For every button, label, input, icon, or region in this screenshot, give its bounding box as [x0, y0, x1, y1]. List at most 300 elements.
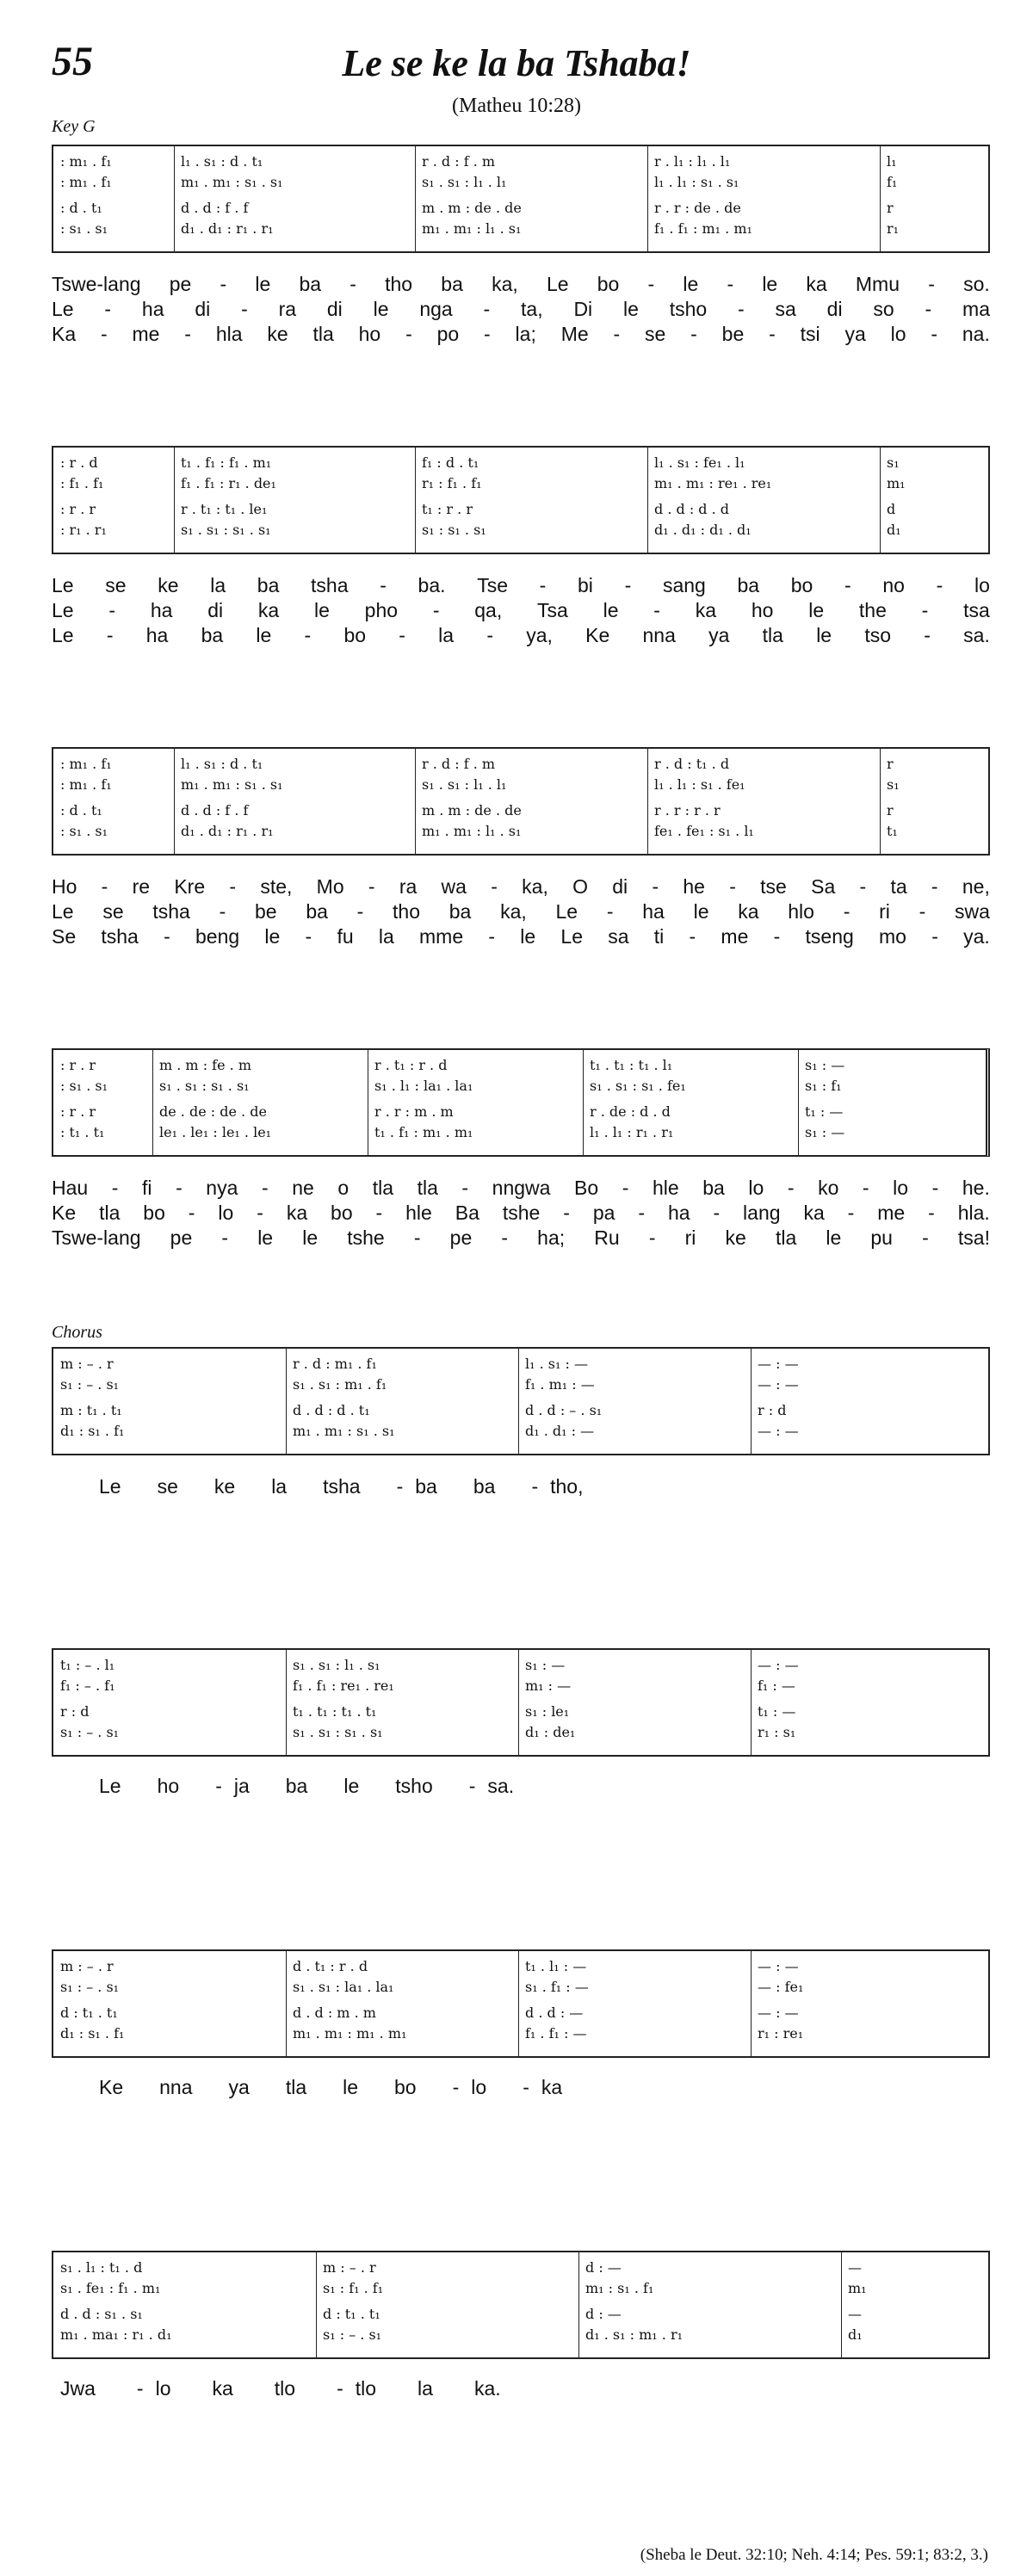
syllable: le	[603, 599, 619, 621]
measure	[880, 749, 992, 854]
syllable: -	[689, 925, 696, 948]
lyric-line	[52, 2376, 990, 2401]
syllable: ka	[806, 273, 827, 295]
voice-line: : s₁ . s₁	[60, 220, 108, 237]
voice-line: m₁ . m₁ : s₁ . s₁	[293, 1423, 395, 1439]
voice-line: s₁ : s₁ . s₁	[422, 522, 486, 538]
syllable: -	[136, 2377, 144, 2400]
syllable: di	[612, 875, 628, 898]
syllable: tsha	[323, 1475, 361, 1498]
syllable: -	[396, 1475, 404, 1498]
syllable: la;	[515, 323, 536, 345]
syllable: pe	[449, 1226, 473, 1249]
voice-line: s₁ : f₁ . f₁	[323, 2280, 384, 2296]
syllable: nngwa	[492, 1177, 551, 1199]
voice-line: m₁ . m₁ : re₁ . re₁	[654, 475, 772, 491]
voice-line: r₁ : re₁	[758, 2025, 804, 2042]
syllable: tshe	[347, 1226, 385, 1249]
syllable: le	[816, 624, 832, 646]
measure	[53, 749, 174, 854]
voice-line: — : —	[758, 2005, 799, 2021]
voice-line: d₁ . d₁ : —	[525, 1423, 595, 1439]
syllable: le	[623, 298, 639, 320]
voice-line: t₁ . f₁ : m₁ . m₁	[374, 1124, 473, 1140]
syllable: -	[928, 1202, 935, 1224]
key-signature: Key G	[52, 117, 96, 136]
syllable: ho	[157, 1775, 180, 1797]
syllable: ya	[708, 624, 730, 646]
voice-line: f₁ : d . t₁	[422, 454, 479, 471]
measure	[583, 1050, 798, 1155]
syllable: bo	[597, 273, 620, 295]
syllable: -	[432, 599, 440, 621]
syllable: -	[652, 875, 659, 898]
voice-line: r . d : f . m	[422, 153, 496, 170]
syllable: hle	[405, 1202, 432, 1224]
footnote: (Sheba le Deut. 32:10; Neh. 4:14; Pes. 59:1; 83:2, 3.)	[640, 2546, 988, 2564]
syllable: -	[622, 1177, 629, 1199]
syllable: bo	[343, 624, 367, 646]
syllable: sa.	[963, 624, 990, 646]
voice-line: s₁ : – . s₁	[323, 2326, 382, 2343]
voice-line: r . t₁ : r . d	[374, 1057, 448, 1073]
voice-line: d . t₁ : r . d	[293, 1958, 368, 1974]
syllable: lo	[155, 2377, 171, 2400]
syllable: pe	[169, 273, 192, 295]
syllable: ste,	[260, 875, 293, 898]
voice-line: m . m : de . de	[422, 200, 522, 216]
syllable: tla	[312, 323, 334, 345]
syllable: Mo	[316, 875, 344, 898]
syllable: -	[936, 574, 943, 596]
voice-line: d . d : —	[525, 2005, 584, 2021]
voice-line: f₁ . f₁ : —	[525, 2025, 587, 2042]
voice-line: — : —	[758, 1958, 799, 1974]
measure	[53, 1650, 286, 1755]
syllable: di	[326, 298, 343, 320]
syllable: ka	[695, 599, 717, 621]
voice-line: s₁ : —	[525, 1657, 566, 1673]
lyric-line	[52, 924, 990, 949]
measure	[286, 1349, 518, 1454]
syllable: hle	[652, 1177, 679, 1199]
voice-line: d₁ : de₁	[525, 1724, 576, 1740]
syllable: ne,	[962, 875, 990, 898]
voice-line: d₁ . d₁ : d₁ . d₁	[654, 522, 752, 538]
syllable: ba	[473, 1475, 496, 1498]
voice-line: t₁ . t₁ : t₁ . l₁	[590, 1057, 673, 1073]
syllable: -	[919, 900, 926, 923]
voice-line: s₁ : le₁	[525, 1703, 570, 1720]
music-system	[52, 1949, 990, 2058]
voice-line: : r . r	[60, 1057, 96, 1073]
syllable: sang	[662, 574, 706, 596]
voice-line: m₁ . m₁ : m₁ . m₁	[293, 2025, 407, 2042]
voice-line: f₁ . f₁ : m₁ . m₁	[654, 220, 752, 237]
voice-line: l₁ . l₁ : s₁ . fe₁	[654, 776, 745, 793]
measure	[368, 1050, 583, 1155]
voice-line: — : —	[758, 1423, 799, 1439]
syllable: -	[220, 273, 227, 295]
voice-line: r . d : t₁ . d	[654, 756, 730, 772]
syllable: -	[108, 599, 116, 621]
voice-line: t₁ : – . l₁	[60, 1657, 115, 1673]
voice-line: f₁ . f₁ : re₁ . re₁	[293, 1677, 394, 1694]
syllable: -	[356, 900, 364, 923]
syllable: ka	[738, 900, 759, 923]
syllable: nya	[206, 1177, 238, 1199]
voice-line: m . m : de . de	[422, 802, 522, 819]
syllable: Le	[52, 298, 74, 320]
syllable: se	[157, 1475, 178, 1498]
voice-line: de . de : de . de	[159, 1103, 267, 1120]
syllable: ba	[299, 273, 322, 295]
lyrics-block	[52, 2376, 990, 2401]
voice-line: m : – . r	[323, 2259, 376, 2276]
syllable: ta,	[521, 298, 543, 320]
voice-line: s₁ . s₁ : l₁ . s₁	[293, 1657, 380, 1673]
voice-line: m₁ : s₁ . f₁	[585, 2280, 654, 2296]
syllable: -	[380, 574, 387, 596]
syllable: nna	[642, 624, 676, 646]
syllable: lo	[748, 1177, 764, 1199]
measure	[880, 146, 992, 251]
syllable: tlo	[274, 2377, 296, 2400]
syllable: bo	[331, 1202, 353, 1224]
syllable: Le	[546, 273, 569, 295]
voice-line: m₁ : —	[525, 1677, 572, 1694]
syllable: -	[100, 323, 108, 345]
lyric-line	[52, 874, 990, 899]
syllable: ke	[267, 323, 288, 345]
measure	[647, 146, 880, 251]
syllable: me	[132, 323, 160, 345]
syllable: Ru	[594, 1226, 620, 1249]
syllable: -	[738, 298, 745, 320]
measure	[53, 146, 174, 251]
measure	[415, 749, 647, 854]
voice-line: s₁ . s₁ : s₁ . s₁	[181, 522, 271, 538]
syllable: me	[721, 925, 749, 948]
syllable: ha	[642, 900, 665, 923]
syllable: -	[844, 574, 851, 596]
syllable: -	[928, 273, 935, 295]
syllable: Le	[52, 599, 74, 621]
syllable: lo	[974, 574, 990, 596]
measure	[751, 1349, 992, 1454]
syllable: re	[132, 875, 151, 898]
syllable: Tse	[477, 574, 508, 596]
syllable: Le	[560, 925, 584, 948]
syllable: -	[653, 599, 660, 621]
syllable: ke	[725, 1226, 746, 1249]
scripture-reference: (Matheu 10:28)	[452, 95, 581, 117]
syllable: se	[645, 323, 666, 345]
voice-line: s₁ : – . s₁	[60, 1376, 120, 1393]
lyric-line	[52, 1176, 990, 1201]
syllable: -	[523, 2076, 529, 2098]
syllable: -	[106, 624, 114, 646]
music-system	[52, 1648, 990, 1757]
syllable: so.	[963, 273, 990, 295]
syllable: -	[690, 323, 697, 345]
syllable: o	[337, 1177, 349, 1199]
voice-line: d₁	[887, 522, 901, 538]
syllable: lang	[743, 1202, 781, 1224]
syllable: ma	[962, 298, 990, 320]
measure	[841, 2252, 992, 2357]
syllable: tla	[285, 2076, 307, 2098]
syllable: ra	[278, 298, 297, 320]
measure	[880, 448, 992, 553]
voice-line: r . r : r . r	[654, 802, 721, 819]
voice-line: m₁ . m₁ : s₁ . s₁	[181, 174, 283, 190]
lyrics-block	[52, 272, 990, 347]
voice-line: s₁ . l₁ : la₁ . la₁	[374, 1078, 473, 1094]
syllable: Le	[52, 624, 74, 646]
voice-line: m₁ . m₁ : l₁ . s₁	[422, 823, 522, 839]
syllable: -	[924, 624, 931, 646]
voice-line: — : —	[758, 1356, 799, 1372]
voice-line: f₁ . f₁ : r₁ . de₁	[181, 475, 276, 491]
syllable: ba	[448, 900, 472, 923]
voice-line: m₁ . ma₁ : r₁ . d₁	[60, 2326, 172, 2343]
syllable: he.	[962, 1177, 990, 1199]
voice-line: f₁ : – . f₁	[60, 1677, 115, 1694]
voice-line: d . d : d . d	[654, 501, 730, 517]
syllable: -	[729, 875, 736, 898]
voice-line: r₁	[887, 220, 900, 237]
syllable: ha	[141, 298, 164, 320]
voice-line: d : t₁ . t₁	[60, 2005, 118, 2021]
measure	[751, 1650, 992, 1755]
syllable: Ho	[52, 875, 77, 898]
voice-line: : d . t₁	[60, 200, 102, 216]
voice-line: : m₁ . f₁	[60, 153, 112, 170]
voice-line: r . r : de . de	[654, 200, 741, 216]
syllable: -	[219, 900, 226, 923]
syllable: -	[488, 925, 496, 948]
syllable: ka	[212, 2377, 233, 2400]
syllable: -	[229, 875, 237, 898]
voice-line: m₁	[887, 475, 906, 491]
syllable: -	[452, 2076, 460, 2098]
syllable: ne	[292, 1177, 314, 1199]
voice-line: t₁ . l₁ : —	[525, 1958, 587, 1974]
syllable: -	[215, 1775, 222, 1797]
syllable: Le	[52, 574, 74, 596]
voice-line: —	[848, 2306, 862, 2322]
measure	[415, 448, 647, 553]
voice-line: s₁	[887, 454, 900, 471]
syllable: -	[862, 1177, 869, 1199]
syllable: hla.	[957, 1202, 990, 1224]
syllable: -	[922, 1226, 929, 1249]
syllable: Le	[555, 900, 578, 923]
syllable: -	[221, 1226, 229, 1249]
voice-line: m : t₁ . t₁	[60, 1402, 122, 1418]
syllable: -	[368, 875, 375, 898]
syllable: ka	[541, 2076, 563, 2098]
measure	[53, 448, 174, 553]
syllable: lo	[218, 1202, 234, 1224]
syllable: tsha	[152, 900, 190, 923]
syllable: le	[264, 925, 281, 948]
measure	[53, 1349, 286, 1454]
syllable: ke	[158, 574, 179, 596]
syllable: fu	[337, 925, 354, 948]
syllable: -	[501, 1226, 509, 1249]
syllable: -	[337, 2377, 343, 2400]
voice-line: m : – . r	[60, 1958, 114, 1974]
syllable: qa,	[474, 599, 503, 621]
lyric-line	[52, 2075, 990, 2100]
voice-line: s₁ . s₁ : s₁ . s₁	[159, 1078, 250, 1094]
syllable: le	[255, 273, 271, 295]
syllable: Mmu	[855, 273, 900, 295]
syllable: bo	[394, 2076, 417, 2098]
syllable: tla	[417, 1177, 438, 1199]
syllable: tla	[775, 1226, 797, 1249]
syllable: se	[105, 574, 127, 596]
voice-line: t₁ : —	[758, 1703, 796, 1720]
syllable: -	[375, 1202, 383, 1224]
syllable: -	[648, 1226, 656, 1249]
voice-line: r	[887, 756, 894, 772]
syllable: ha	[150, 599, 173, 621]
syllable: ba	[201, 624, 224, 646]
voice-line: d . d : d . t₁	[293, 1402, 370, 1418]
voice-line: s₁ : – . s₁	[60, 1724, 120, 1740]
voice-line: s₁ : —	[805, 1057, 845, 1073]
syllable: ha	[667, 1202, 690, 1224]
syllable: Ke	[585, 624, 610, 646]
voice-line: d . d : f . f	[181, 200, 249, 216]
measure	[174, 146, 415, 251]
syllable: tseng	[805, 925, 854, 948]
syllable: la	[438, 624, 455, 646]
syllable: Ka	[52, 323, 77, 345]
syllable: le	[257, 1226, 274, 1249]
syllable: -	[461, 1177, 469, 1199]
syllable: tsho	[395, 1775, 433, 1797]
syllable: ri	[879, 900, 890, 923]
syllable: Le	[99, 1775, 121, 1797]
syllable: Le	[99, 1475, 121, 1498]
music-system	[52, 1048, 990, 1157]
syllable: ba.	[418, 574, 446, 596]
syllable: nga	[419, 298, 453, 320]
lyric-line	[52, 1774, 990, 1799]
lyric-line	[52, 322, 990, 347]
voice-line: m : – . r	[60, 1356, 114, 1372]
voice-line: s₁ : – . s₁	[60, 1979, 120, 1995]
syllable: tsa!	[957, 1226, 990, 1249]
measure	[578, 2252, 841, 2357]
voice-line: r . l₁ : l₁ . l₁	[654, 153, 731, 170]
syllable: le	[373, 298, 389, 320]
lyrics-block	[52, 1774, 990, 1799]
voice-line: d₁ : s₁ . f₁	[60, 2025, 125, 2042]
measure	[174, 448, 415, 553]
voice-line: : s₁ . s₁	[60, 823, 108, 839]
measure	[286, 1951, 518, 2056]
syllable: pu	[870, 1226, 893, 1249]
syllable: Tswe-lang	[52, 273, 141, 295]
syllable: tse	[760, 875, 787, 898]
measure	[647, 749, 880, 854]
voice-line: le₁ . le₁ : le₁ . le₁	[159, 1124, 272, 1140]
measure	[518, 1951, 751, 2056]
voice-line: l₁ . s₁ : d . t₁	[181, 756, 263, 772]
voice-line: : r . d	[60, 454, 98, 471]
voice-line: : r₁ . r₁	[60, 522, 107, 538]
voice-line: l₁ . s₁ : fe₁ . l₁	[654, 454, 745, 471]
voice-line: s₁ . l₁ : t₁ . d	[60, 2259, 143, 2276]
syllable: lo	[890, 323, 906, 345]
syllable: Se	[52, 925, 77, 948]
syllable: -	[925, 298, 932, 320]
syllable: -	[787, 1177, 795, 1199]
syllable: ya	[228, 2076, 250, 2098]
voice-line: r	[887, 802, 894, 819]
syllable: le	[762, 273, 778, 295]
syllable: bo	[790, 574, 813, 596]
voice-line: f₁	[887, 174, 898, 190]
measure	[647, 448, 880, 553]
voice-line: m . m : fe . m	[159, 1057, 251, 1073]
voice-line: s₁ . s₁ : l₁ . l₁	[422, 174, 507, 190]
voice-line: d . d : f . f	[181, 802, 249, 819]
lyric-line	[52, 1201, 990, 1226]
syllable: -	[727, 273, 734, 295]
voice-line: : r . r	[60, 501, 96, 517]
lyrics-block	[52, 874, 990, 949]
syllable: Ke	[99, 2076, 124, 2098]
voice-line: : m₁ . f₁	[60, 776, 112, 793]
syllable: Ke	[52, 1202, 77, 1224]
syllable: -	[305, 925, 312, 948]
voice-line: t₁ . f₁ : f₁ . m₁	[181, 454, 272, 471]
syllable: -	[843, 900, 851, 923]
syllable: le	[520, 925, 536, 948]
syllable: ba	[285, 1775, 308, 1797]
syllable: -	[931, 1177, 939, 1199]
voice-line: t₁ : —	[805, 1103, 844, 1120]
measure	[518, 1349, 751, 1454]
syllable: ya.	[963, 925, 990, 948]
voice-line: d : —	[585, 2259, 622, 2276]
measure	[798, 1050, 992, 1155]
lyrics-block	[52, 2075, 990, 2100]
voice-line: : r . r	[60, 1103, 96, 1120]
syllable: -	[111, 1177, 119, 1199]
syllable: -	[931, 323, 938, 345]
voice-line: r₁ : f₁ . f₁	[422, 475, 482, 491]
syllable: ba	[737, 574, 760, 596]
syllable: tla	[99, 1202, 121, 1224]
syllable: Kre	[174, 875, 206, 898]
syllable: -	[176, 1177, 182, 1199]
measure	[751, 1951, 992, 2056]
syllable: hlo	[788, 900, 814, 923]
syllable: -	[773, 925, 781, 948]
syllable: ka.	[473, 2377, 501, 2400]
syllable: bi	[578, 574, 593, 596]
voice-line: d₁ . s₁ : m₁ . r₁	[585, 2326, 684, 2343]
syllable: po	[436, 323, 460, 345]
syllable: Tswe-lang	[52, 1226, 141, 1249]
